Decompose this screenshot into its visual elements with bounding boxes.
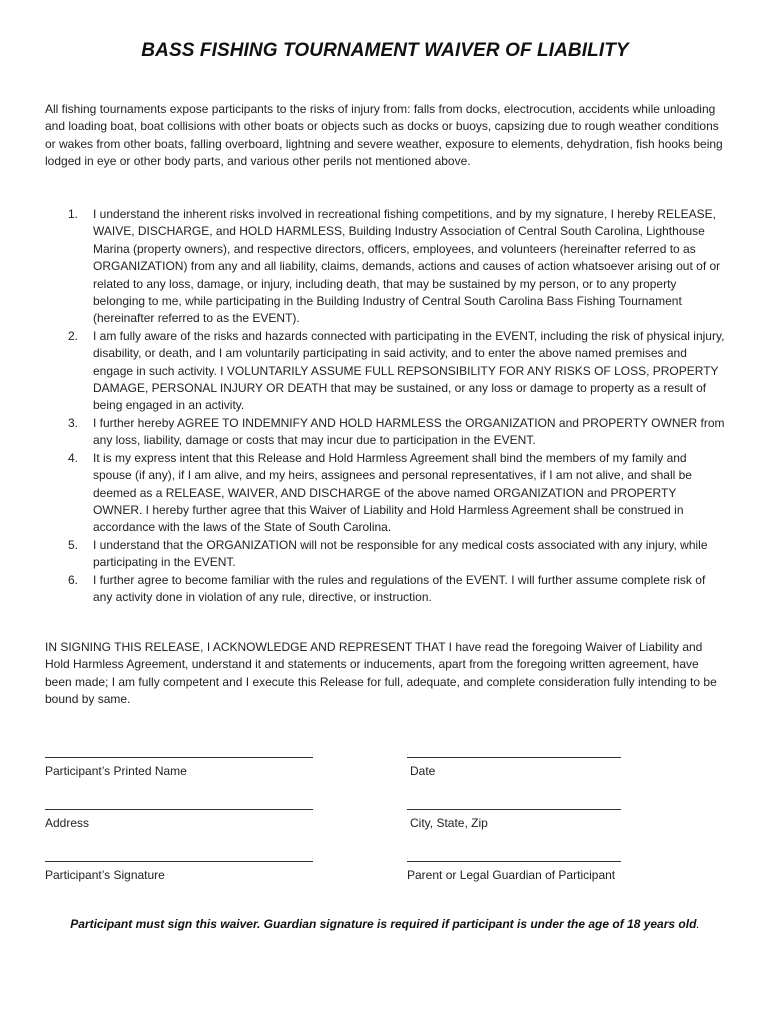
- date-line[interactable]: [407, 745, 621, 758]
- guardian-notice-text: Participant must sign this waiver. Guardian signature is required if participant is under the age of 18 years old: [70, 917, 697, 931]
- printed-name-label: Participant’s Printed Name: [45, 764, 187, 778]
- term-item: [45, 328, 725, 415]
- address-line[interactable]: [45, 797, 313, 810]
- term-item: [45, 415, 725, 450]
- term-item: [45, 537, 725, 572]
- guardian-notice: [0, 917, 770, 931]
- term-number: 3.: [68, 415, 79, 430]
- city-state-zip-line[interactable]: [407, 797, 621, 810]
- guardian-signature-line[interactable]: [407, 849, 621, 862]
- term-item: [45, 206, 725, 328]
- participant-signature-label: Participant’s Signature: [45, 868, 165, 882]
- term-text: I further agree to become familiar with the rules and regulations of the EVENT. I will further assume complete risk of any activity done in violation of any rule, directive, or instruction.: [93, 572, 706, 604]
- term-text: I understand that the ORGANIZATION will not be responsible for any medical costs associated with any injury, while participating in the EVENT.: [93, 537, 708, 570]
- printed-name-line[interactable]: [45, 745, 313, 758]
- participant-signature-field[interactable]: [45, 849, 313, 882]
- term-number: 2.: [68, 328, 79, 343]
- term-text: I understand the inherent risks involved in recreational fishing competitions, and by my signature, I hereby RELEASE, WAIVE, DISCHARGE, and HOLD HARMLESS, Building Industry Association of Central South Carolina, Lighthouse Marina (property owners), and respective directors, officers, employees, and volunteers (hereinafter referred to as ORGANIZATION) from any and all liability, claims, demands, actions and causes of action whatsoever arising out of or related to any loss, damage, or injury, including death, that may be sustained by my person, or to any property belonging to me, while participating in the Building Industry of Central South Carolina Bass Fishing Tournament (hereinafter referred to as the EVENT).: [93, 207, 721, 326]
- term-number: 5.: [68, 537, 79, 552]
- term-text: I further hereby AGREE TO INDEMNIFY AND HOLD HARMLESS the ORGANIZATION and PROPERTY OWNER from any loss, liability, damage or costs that may incur due to participation in the EVENT.: [93, 415, 725, 448]
- guardian-signature-field[interactable]: [407, 849, 637, 882]
- printed-name-field[interactable]: [45, 745, 313, 778]
- guardian-signature-label: Parent or Legal Guardian of Participant: [407, 868, 616, 882]
- term-text: It is my express intent that this Release and Hold Harmless Agreement shall bind the members of my family and spouse (if any), if I am alive, and my heirs, assignees and personal representatives, if I am not alive, and shall be deemed as a RELEASE, WAIVER, AND DISCHARGE of the above named ORGANIZATION and PROPERTY OWNER. I hereby further agree that this Waiver of Liability and Hold Harmless Agreement shall be construed in accordance with the laws of the State of South Carolina.: [93, 450, 692, 535]
- guardian-notice-period: .: [696, 917, 700, 931]
- term-number: 4.: [68, 450, 79, 465]
- term-number: 1.: [68, 207, 79, 221]
- date-label: Date: [410, 764, 436, 778]
- city-state-zip-label: City, State, Zip: [410, 816, 488, 830]
- term-number: 6.: [68, 572, 79, 587]
- city-state-zip-field[interactable]: [407, 797, 621, 830]
- term-item: [45, 572, 725, 607]
- address-field[interactable]: [45, 797, 313, 830]
- terms-list: [45, 206, 725, 606]
- term-item: [45, 450, 725, 537]
- term-text: I am fully aware of the risks and hazards connected with participating in the EVENT, including the risk of physical injury, disability, or death, and I am voluntarily participating in said activity, and to enter the above named premises and engage in such activity. I VOLUNTARILY ASSUME FULL REPSONSIBILITY FOR ANY RISKS OF LOSS, PROPERTY DAMAGE, PERSONAL INJURY OR DEATH that may be sustained, or any loss or damage to property as a result of being engaged in an activity.: [93, 328, 725, 413]
- address-label: Address: [45, 816, 90, 830]
- intro-paragraph: All fishing tournaments expose participants to the risks of injury from: falls from docks, electrocution, accidents while unloading and loading boat, boat collisions with other boats or objects such as docks or buoys, capsizing due to rough weather conditions or wakes from other boats, falling overboard, lightning and severe weather, exposure to elements, dehydration, fish hooks being lodged in eye or other body parts, and various other perils not mentioned above.: [45, 102, 723, 169]
- document-title: BASS FISHING TOURNAMENT WAIVER OF LIABILITY: [141, 40, 629, 61]
- acknowledgement-paragraph: IN SIGNING THIS RELEASE, I ACKNOWLEDGE AND REPRESENT THAT I have read the foregoing Waiver of Liability and Hold Harmless Agreement, understand it and statements or inducements, apart from the foregoing written agreement, have been made; I am fully competent and I execute this Release for full, adequate, and complete consideration fully intending to be bound by same.: [45, 640, 717, 707]
- participant-signature-line[interactable]: [45, 849, 313, 862]
- date-field[interactable]: [407, 745, 621, 778]
